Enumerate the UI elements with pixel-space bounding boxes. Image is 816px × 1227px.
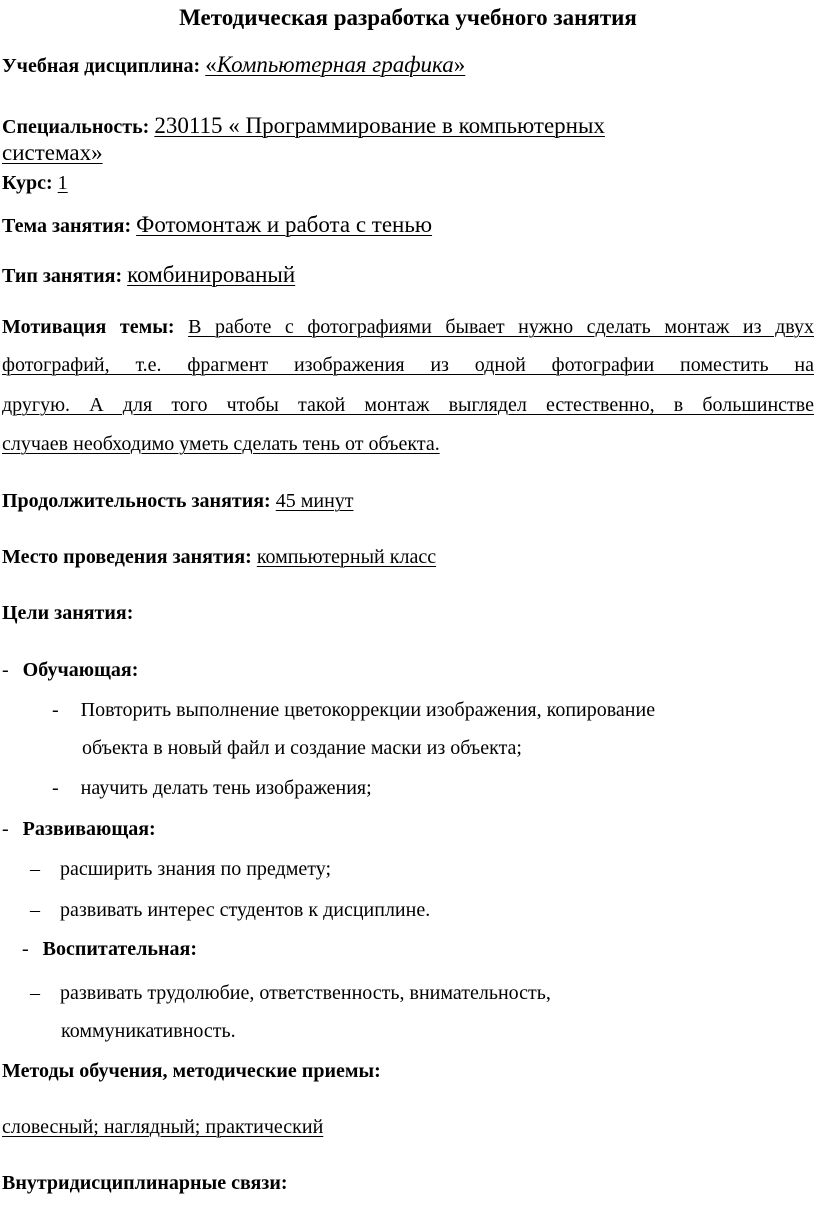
- type-value: комбинированый: [127, 262, 296, 287]
- course-label: Курс:: [2, 172, 53, 194]
- goal-developing-label: Развивающая:: [22, 818, 156, 840]
- goal-teaching-heading: [2, 657, 138, 683]
- specialty-value-line2: системах»: [2, 140, 103, 165]
- duration-value: 45 минут: [275, 490, 354, 512]
- type-label: Тип занятия:: [2, 265, 123, 287]
- discipline-value: «Компьютерная графика»: [205, 52, 466, 77]
- motivation-line2: фотографий, т.е. фрагмент изображения из одной фотографии поместить на: [2, 354, 814, 376]
- document-title: Методическая разработка учебного занятия: [179, 5, 637, 30]
- long-dash-marker: –: [30, 858, 40, 880]
- course-row: [2, 170, 68, 196]
- place-label: Место проведения занятия:: [2, 546, 252, 568]
- specialty-label: Специальность:: [2, 116, 150, 138]
- goal-developing-heading: [2, 816, 156, 842]
- topic-row: [2, 212, 432, 239]
- duration-label: Продолжительность занятия:: [2, 490, 271, 512]
- methods-label: Методы обучения, методические приемы:: [2, 1060, 381, 1082]
- dash-marker: -: [22, 938, 29, 960]
- place-value: компьютерный класс: [256, 546, 437, 568]
- dash-marker: -: [52, 699, 59, 721]
- goal-educational-item1-line2: коммуникативность.: [61, 1020, 236, 1042]
- goal-educational-heading: [22, 936, 197, 962]
- goal-educational-label: Воспитательная:: [42, 938, 197, 960]
- discipline-label: Учебная дисциплина:: [2, 55, 201, 77]
- motivation-line3: другую. А для того чтобы такой монтаж выглядел естественно, в большинстве: [2, 394, 814, 416]
- goal-teaching-item1-line1: - Повторить выполнение цветокоррекции изображения, копирование: [52, 699, 656, 721]
- long-dash-marker: –: [30, 899, 40, 921]
- place-row: [2, 544, 436, 570]
- topic-label: Тема занятия:: [2, 215, 132, 237]
- methods-value: словесный; наглядный; практический: [2, 1116, 324, 1138]
- specialty-row: [2, 113, 605, 140]
- goals-label: Цели занятия:: [2, 602, 134, 624]
- motivation-line4: случаев необходимо уметь сделать тень от объекта.: [2, 433, 440, 455]
- specialty-value-line1: 230115 « Программирование в компьютерных: [154, 113, 605, 138]
- motivation-label: Мотивация темы:: [2, 316, 175, 338]
- long-dash-marker: –: [30, 982, 40, 1004]
- goal-educational-item1-line1: – развивать трудолюбие, ответственность, внимательность,: [30, 982, 551, 1004]
- goal-teaching-label: Обучающая:: [22, 659, 139, 681]
- goal-developing-item1: – расширить знания по предмету;: [30, 858, 332, 880]
- dash-marker: -: [2, 659, 9, 681]
- goal-developing-item2: – развивать интерес студентов к дисциплине.: [30, 899, 431, 921]
- dash-marker: -: [52, 777, 59, 799]
- dash-marker: -: [2, 818, 9, 840]
- duration-row: [2, 488, 354, 514]
- motivation-line1: Мотивация темы: В работе с фотографиями бывает нужно сделать монтаж из двух: [2, 316, 814, 338]
- topic-value: Фотомонтаж и работа с тенью: [136, 212, 433, 237]
- goal-teaching-item2: - научить делать тень изображения;: [52, 777, 372, 799]
- type-row: [2, 262, 295, 289]
- goal-teaching-item1-line2: объекта в новый файл и создание маски из объекта;: [82, 737, 522, 759]
- course-value: 1: [57, 172, 68, 194]
- links-label: Внутридисциплинарные связи:: [2, 1172, 288, 1194]
- discipline-row: [2, 52, 465, 79]
